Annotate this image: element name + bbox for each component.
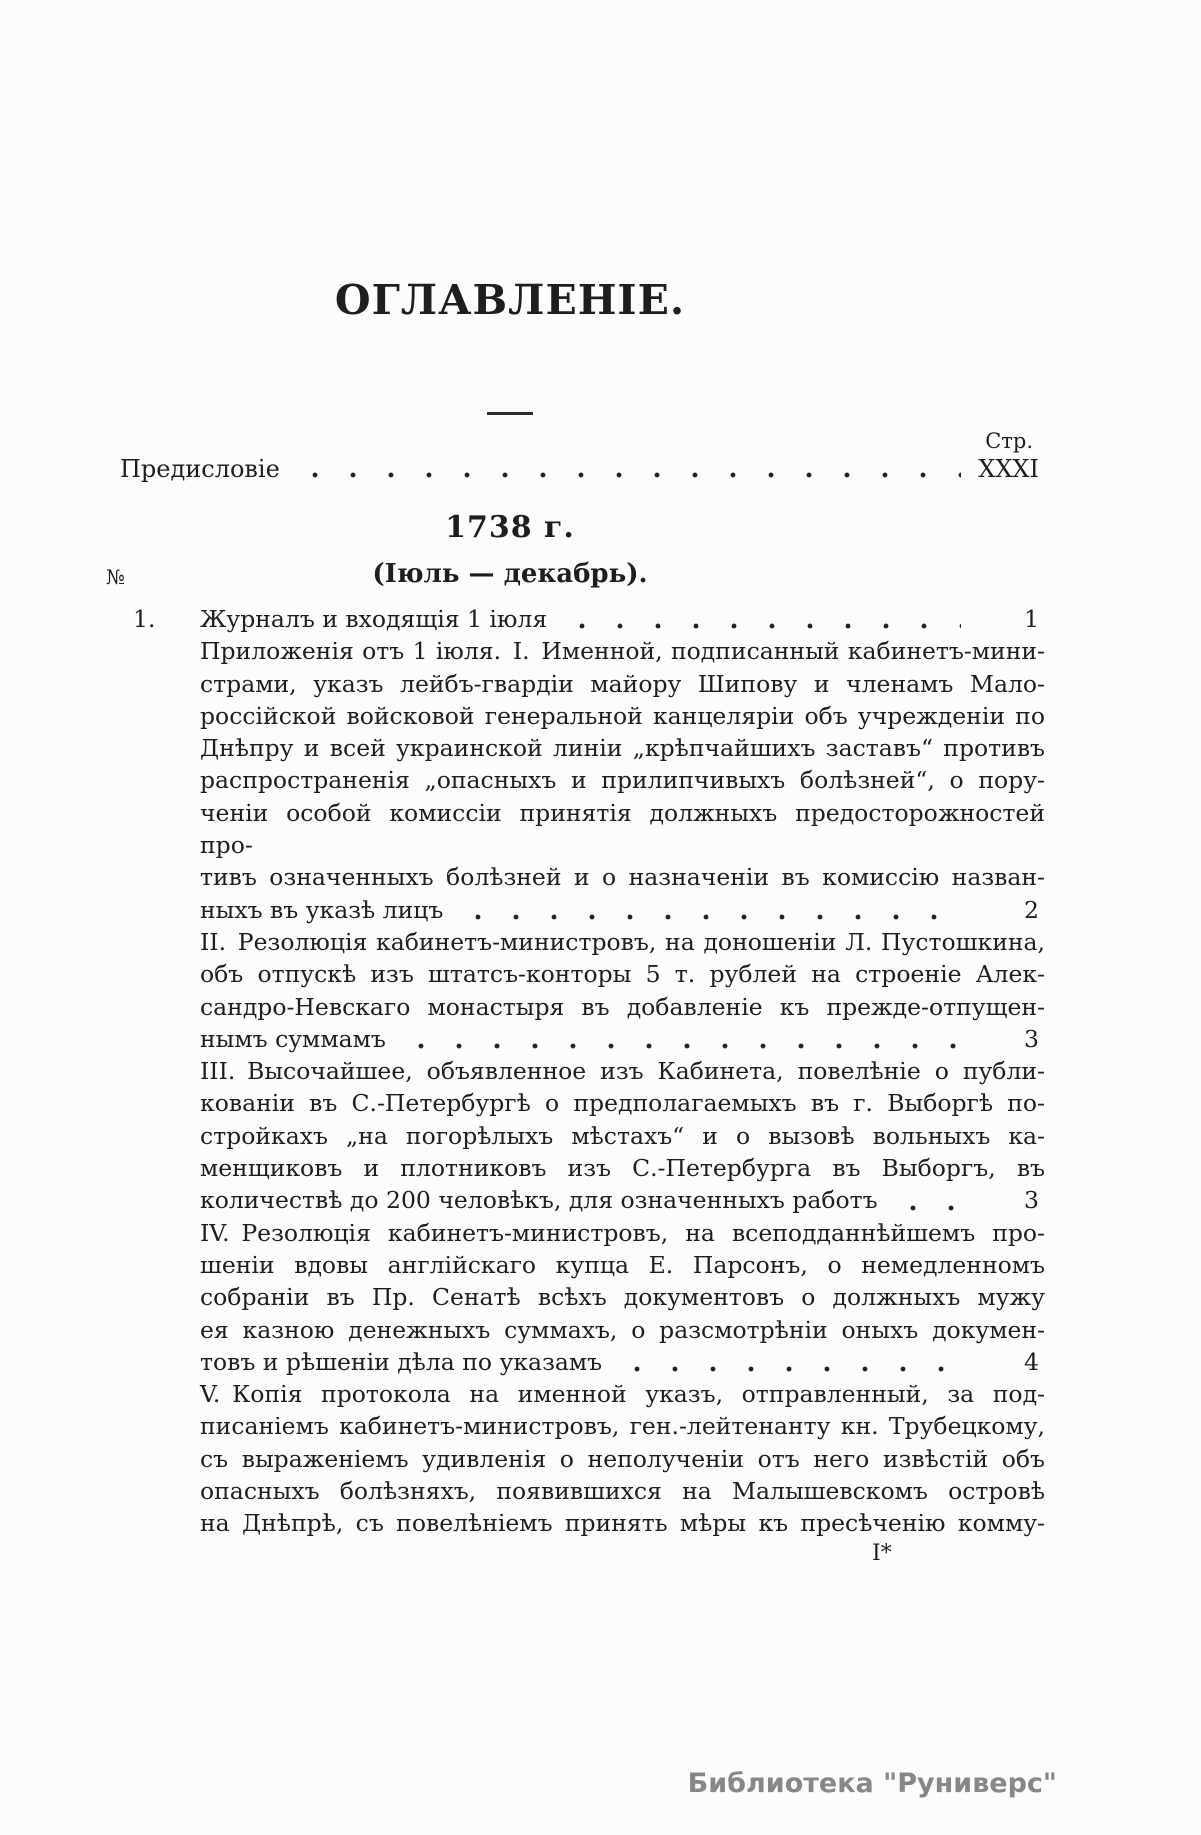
entry-text: II. Резолюція кабинетъ-министровъ, на доношеніи Л. Пустошкина, [200,927,1045,956]
signature-mark: I* [872,1540,892,1566]
toc-line [120,700,1045,732]
dot-leader [457,912,961,920]
entry-text: тивъ означенныхъ болѣзней и о назначеніи въ комиссію назван- [200,863,1045,892]
toc-line [120,603,1045,635]
toc-line [120,1055,1045,1087]
entry-text: ченіи особой комиссіи принятія должныхъ предосторожностей про- [200,798,1045,860]
year-heading: 1738 г. [445,510,575,545]
toc-line [120,991,1045,1023]
title-divider [487,412,533,415]
toc-line [120,1087,1045,1119]
toc-line [120,1443,1045,1475]
preface-page-number: XXXI [978,455,1039,483]
page-column-header: Стр. [985,429,1033,453]
dot-leader [294,470,961,478]
dot-leader [616,1364,961,1372]
toc-line [120,1507,1045,1539]
entry-text: количествѣ до 200 человѣкъ, для означенныхъ работъ [200,1186,878,1215]
toc-line [120,797,1045,862]
entry-text: нымъ суммамъ [200,1024,386,1053]
toc-line [120,732,1045,764]
entry-page-number: 3 [1024,1186,1039,1215]
dot-leader [892,1203,961,1211]
entry-text: ея казною денежныхъ суммахъ, о разсмотрѣніи оныхъ докумен- [200,1315,1045,1344]
entry-page-number: 2 [1024,895,1039,924]
dot-leader [561,621,961,629]
entry-number: 1. [133,605,156,633]
toc-line [120,1314,1045,1346]
toc-line [120,764,1045,796]
entry-page-number: 1 [1024,605,1039,633]
toc-line [120,668,1045,700]
dot-leader [400,1041,961,1049]
toc-line [120,1378,1045,1410]
entry-text: распространенія „опасныхъ и прилипчивыхъ болѣзней“, о пору- [200,766,1045,795]
toc-line [120,894,1045,926]
section-subtitle: (Іюль — декабрь). [372,559,648,589]
toc-line [120,1120,1045,1152]
toc-line [120,1475,1045,1507]
toc-line [120,1152,1045,1184]
entry-text: объ отпускѣ изъ штатсъ-конторы 5 т. рублей на строеніе Алек- [200,960,1045,989]
section-subheader-row [106,558,1045,590]
toc-line [120,635,1045,667]
toc-line [120,1217,1045,1249]
toc-line [120,1023,1045,1055]
entry-text: ныхъ въ указѣ лицъ [200,895,444,924]
entry-text: на Днѣпрѣ, съ повелѣніемъ принять мѣры къ пресѣченію комму- [200,1509,1045,1538]
entry-text: россійской войсковой генеральной канцеляріи объ учрежденіи по [200,701,1045,730]
entry-text: кованіи въ С.-Петербургѣ о предполагаемыхъ въ г. Выборгѣ по- [200,1089,1045,1118]
entry-text: стройкахъ „на погорѣлыхъ мѣстахъ“ и о вызовѣ вольныхъ ка- [200,1121,1045,1150]
entry-text: страми, указъ лейбъ-гвардіи майору Шипову и членамъ Мало- [200,669,1045,698]
subtitle-block [120,558,900,590]
entry-text: III. Высочайшее, объявленное изъ Кабинета, повелѣніе о публи- [200,1057,1045,1086]
year-heading-block [120,510,900,546]
toc-line [120,1346,1045,1378]
entry-text: V. Копія протокола на именной указъ, отправленный, за под- [200,1380,1045,1409]
entry-text: товъ и рѣшеніи дѣла по указамъ [200,1347,603,1376]
toc-line [120,958,1045,990]
toc-line [120,1281,1045,1313]
toc-entries [120,603,1045,1540]
entry-text: менщиковъ и плотниковъ изъ С.-Петербурга въ Выборгъ, въ [200,1154,1045,1183]
toc-line [120,1249,1045,1281]
entry-text: Днѣпру и всей украинской линіи „крѣпчайшихъ заставъ“ противъ [200,734,1045,763]
entry-text: съ выраженіемъ удивленія о неполученіи отъ него извѣстій объ [200,1444,1045,1473]
page-content [106,0,1045,1568]
entry-page-number: 3 [1024,1024,1039,1053]
entry-text: писаніемъ кабинетъ-министровъ, ген.-лейтенанту кн. Трубецкому, [200,1412,1045,1441]
library-watermark: Библиотека "Руниверс" [687,1768,1057,1799]
entry-text: собраніи въ Пр. Сенатѣ всѣхъ документовъ о должныхъ мужу [200,1283,1045,1312]
toc-line [120,926,1045,958]
entry-text: Приложенія отъ 1 іюля. I. Именной, подписанный кабинетъ-мини- [200,637,1045,666]
entry-page-number: 4 [1024,1347,1039,1376]
toc-line [120,1184,1045,1216]
entry-text: опасныхъ болѣзняхъ, появившихся на Малышевскомъ островѣ [200,1477,1045,1506]
preface-label: Предисловіе [120,455,280,483]
entry-text: шеніи вдовы англійскаго купца Е. Парсонъ, о немедленномъ [200,1250,1045,1279]
page-title: ОГЛАВЛЕНІЕ. [334,276,686,324]
title-block [120,276,900,415]
entry-text: IV. Резолюція кабинетъ-министровъ, на всеподданнѣйшемъ про- [200,1218,1045,1247]
entry-text: Журналъ и входящія 1 іюля [200,605,548,633]
entry-text: сандро-Невскаго монастыря въ добавленіе къ прежде-отпущен- [200,992,1045,1021]
toc-line [120,1410,1045,1442]
numero-column-header: № [106,565,125,589]
toc-entry-preface [120,454,1045,484]
toc-line [120,861,1045,893]
